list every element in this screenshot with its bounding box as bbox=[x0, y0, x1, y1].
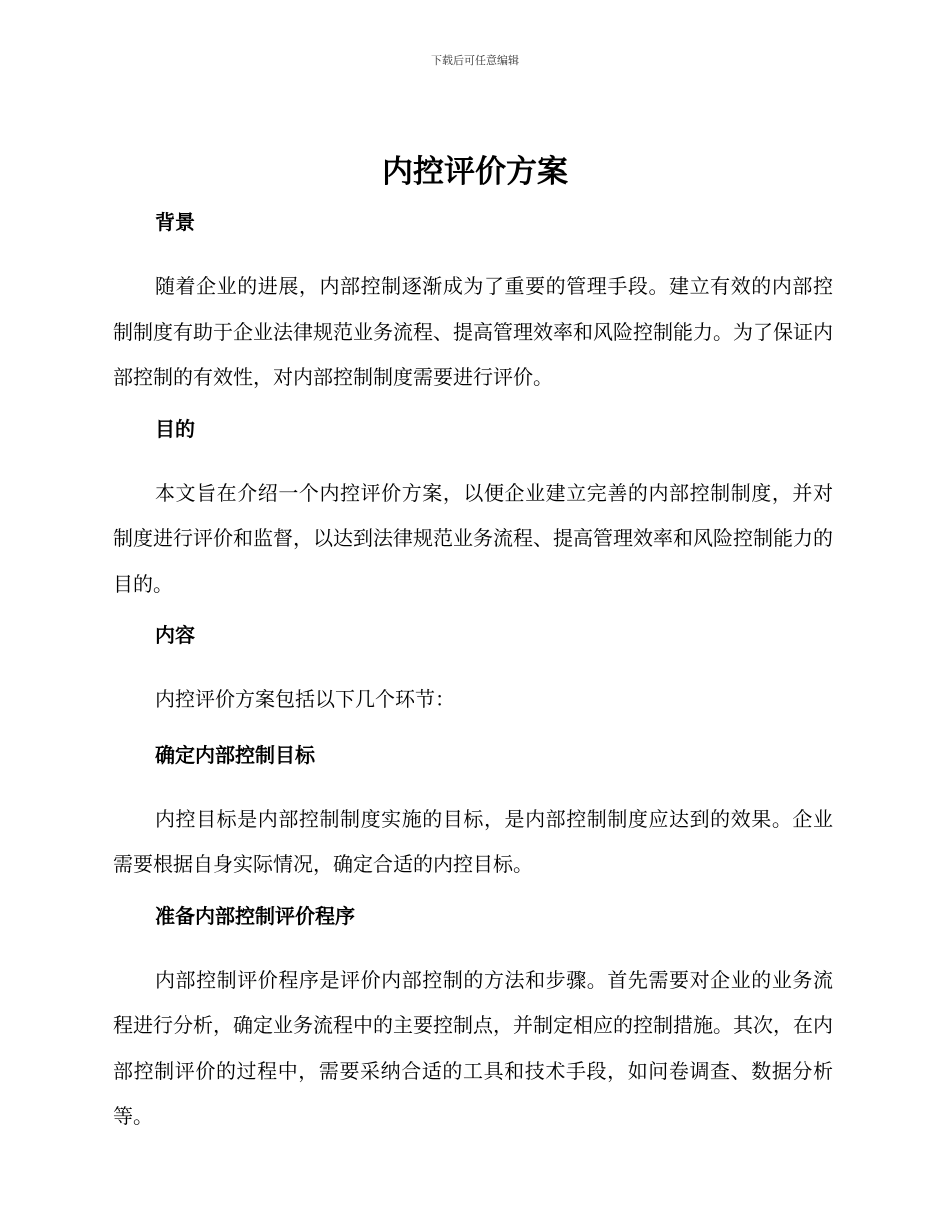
section-heading-evaluation-procedure: 准备内部控制评价程序 bbox=[155, 903, 355, 928]
section-paragraph-background: 随着企业的进展，内部控制逐渐成为了重要的管理手段。建立有效的内部控制制度有助于企业法律规范业务流程、提高管理效率和风险控制能力。为了保证内部控制的有效性，对内部控制制度需要进行评价。 bbox=[113, 274, 833, 389]
section-heading-background: 背景 bbox=[155, 210, 195, 234]
section-heading-content: 内容 bbox=[155, 623, 195, 647]
section-paragraph-evaluation-procedure: 内部控制评价程序是评价内部控制的方法和步骤。首先需要对企业的业务流程进行分析，确定业务流程中的主要控制点，并制定相应的控制措施。其次，在内部控制评价的过程中，需要采纳合适的工具和技术手段，如问卷调查、数据分析等。 bbox=[113, 967, 833, 1128]
section-heading-control-objectives: 确定内部控制目标 bbox=[155, 742, 315, 767]
section-heading-purpose: 目的 bbox=[155, 416, 195, 441]
document-title: 内控评价方案 bbox=[382, 154, 568, 190]
section-paragraph-control-objectives: 内控目标是内部控制制度实施的目标，是内部控制制度应达到的效果。企业需要根据自身实际情况，确定合适的内控目标。 bbox=[113, 806, 833, 876]
page-header: 下载后可任意编辑 bbox=[431, 54, 519, 67]
section-paragraph-purpose: 本文旨在介绍一个内控评价方案，以便企业建立完善的内部控制制度，并对制度进行评价和监督，以达到法律规范业务流程、提高管理效率和风险控制能力的目的。 bbox=[113, 480, 833, 596]
section-paragraph-content: 内控评价方案包括以下几个环节： bbox=[155, 687, 455, 711]
document-body bbox=[113, 204, 833, 1150]
